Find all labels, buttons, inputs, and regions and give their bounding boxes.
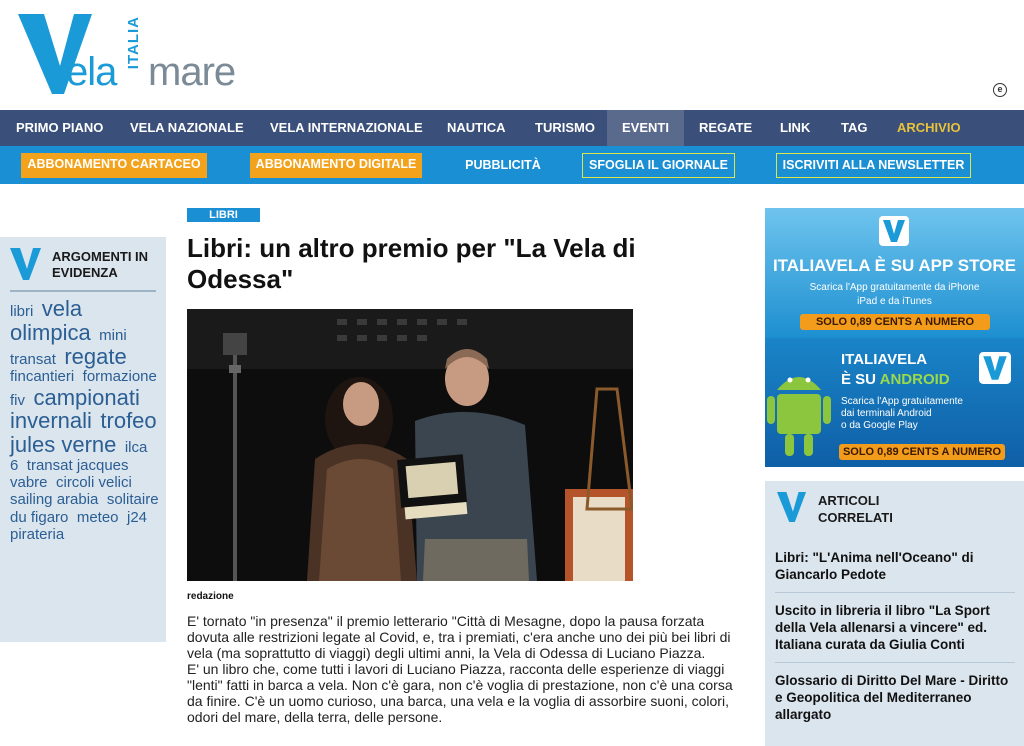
tag-link[interactable]: ilca 6 <box>10 439 148 474</box>
logo-mare-text: mare <box>148 50 236 94</box>
main-navigation <box>0 110 1024 146</box>
tag-link[interactable]: libri <box>10 303 34 320</box>
articoli-correlati-title: ARTICOLI CORRELATI <box>818 493 893 525</box>
tag-link[interactable]: transat jacques vabre <box>10 456 129 492</box>
nav-link[interactable]: LINK <box>780 120 811 135</box>
article-byline: redazione <box>187 591 234 602</box>
ad-appstore-subtitle-1: Scarica l'App gratuitamente da iPhone <box>809 282 980 293</box>
ad-android-title <box>841 350 950 390</box>
category-badge[interactable]: LIBRI <box>187 208 260 222</box>
related-article-link[interactable]: Glossario di Diritto Del Mare - Diritto e Geopolitica del Mediterraneo allargato <box>775 662 1015 732</box>
award-photo-image <box>187 309 633 581</box>
nav-nautica[interactable]: NAUTICA <box>447 120 506 135</box>
sub-navigation <box>0 146 1024 184</box>
ad-android-sub-2: dai terminali Android <box>841 408 932 419</box>
tag-link[interactable]: trofeo jules verne <box>10 408 157 458</box>
nav-eventi[interactable]: EVENTI <box>607 110 684 146</box>
ad-android-subtitle <box>841 396 963 432</box>
article-title: Libri: un altro premio per "La Vela di Odessa" <box>187 233 636 294</box>
tag-link[interactable]: fiv <box>10 391 25 409</box>
app-v-icon <box>879 216 909 246</box>
tag-link[interactable]: mini transat <box>10 326 127 368</box>
article-paragraph: E' un libro che, come tutti i lavori di Luciano Piazza, racconta delle esperienze di viaggi "lenti" fatti in barca a vela. Non c'è gara, non c'è voglia di prestazione, non c'è una corsa da finire. C'è un uomo curioso, una barca, una vela e la voglia di assorbire suoni, colori, odori del mare, della terra, delle persone. <box>187 661 733 725</box>
nav-primo-piano[interactable]: PRIMO PIANO <box>16 120 104 135</box>
article-photo <box>187 309 633 581</box>
nav-vela-internazionale[interactable]: VELA INTERNAZIONALE <box>270 120 423 135</box>
tag-link[interactable]: formazione <box>82 368 157 386</box>
tag-link[interactable]: circoli velici <box>55 474 132 492</box>
ad-android-sub-3: o da Google Play <box>841 420 918 431</box>
ad-appstore-title: ITALIAVELA È SU APP STORE <box>772 256 1017 275</box>
tag-link[interactable]: vela olimpica <box>10 296 91 345</box>
ad-appstore-section <box>765 208 1024 338</box>
v-logo-icon <box>777 491 807 523</box>
tag-link[interactable]: pirateria <box>10 525 65 543</box>
nav-archivio[interactable]: ARCHIVIO <box>897 120 961 135</box>
tag-link[interactable]: j24 <box>126 508 148 526</box>
sfoglia-giornale-button[interactable]: SFOGLIA IL GIORNALE <box>582 153 735 178</box>
android-robot-icon <box>767 360 831 460</box>
pubblicita-link[interactable]: PUBBLICITÀ <box>465 158 541 172</box>
nav-vela-nazionale[interactable]: VELA NAZIONALE <box>130 120 244 135</box>
site-logo[interactable] <box>18 12 248 96</box>
logo-vela-text: ela <box>66 50 117 94</box>
v-logo-icon <box>10 247 42 281</box>
argomenti-box <box>0 237 166 642</box>
article-body <box>187 613 747 725</box>
logo-italia-text: ITALIA <box>125 16 142 70</box>
ad-android-title-2-line <box>841 370 950 390</box>
divider <box>10 290 156 292</box>
tag-link[interactable]: sailing arabia <box>10 491 99 509</box>
tag-link[interactable]: regate <box>64 343 127 369</box>
ad-android-title-3: ANDROID <box>879 371 950 388</box>
nav-turismo[interactable]: TURISMO <box>535 120 595 135</box>
abbonamento-cartaceo-button[interactable]: ABBONAMENTO CARTACEO <box>21 153 207 178</box>
ad-android-title-2: È SU <box>841 371 877 388</box>
abbonamento-digitale-button[interactable]: ABBONAMENTO DIGITALE <box>250 153 422 178</box>
ad-price-badge: SOLO 0,89 CENTS A NUMERO <box>800 314 990 330</box>
related-list <box>775 540 1015 732</box>
ad-price-badge: SOLO 0,89 CENTS A NUMERO <box>839 444 1005 460</box>
app-v-icon-small <box>979 352 1011 384</box>
argomenti-title: ARGOMENTI IN EVIDENZA <box>52 249 149 280</box>
tag-link[interactable]: solitaire du figaro <box>10 491 159 526</box>
site-header <box>0 0 1024 110</box>
tag-cloud <box>10 297 162 543</box>
articoli-correlati-box <box>765 481 1024 746</box>
nav-regate[interactable]: REGATE <box>699 120 753 135</box>
related-article-link[interactable]: Uscito in libreria il libro "La Sport della Vela allenarsi a vincere" ed. Italiana curata da Giulia Conti <box>775 592 1015 662</box>
nav-tag[interactable]: TAG <box>841 120 868 135</box>
ad-android-sub-1: Scarica l'App gratuitamente <box>841 396 963 407</box>
ad-android-section <box>765 338 1024 467</box>
tag-link[interactable]: fincantieri <box>10 368 75 386</box>
tag-link[interactable]: campionati invernali <box>10 384 140 434</box>
app-store-ad[interactable] <box>765 208 1024 467</box>
newsletter-button[interactable]: ISCRIVITI ALLA NEWSLETTER <box>776 153 971 178</box>
accessibility-icon[interactable]: e <box>993 83 1007 97</box>
tag-link[interactable]: meteo <box>76 508 119 526</box>
ad-android-title-1: ITALIAVELA <box>841 351 928 368</box>
ad-appstore-subtitle-2: iPad e da iTunes <box>857 296 932 307</box>
related-article-link[interactable]: Libri: "L'Anima nell'Oceano" di Giancarlo Pedote <box>775 550 974 582</box>
article-paragraph: E' tornato "in presenza" il premio letterario "Città di Mesagne, dopo la pausa forzata dovuta alle restrizioni legate al Covid, e, tra i premiati, c'era anche uno dei più bei libri di vela (ma soprattutto di viaggi) degli ultimi anni, la Vela di Odessa di Luciano Piazza. <box>187 613 731 661</box>
